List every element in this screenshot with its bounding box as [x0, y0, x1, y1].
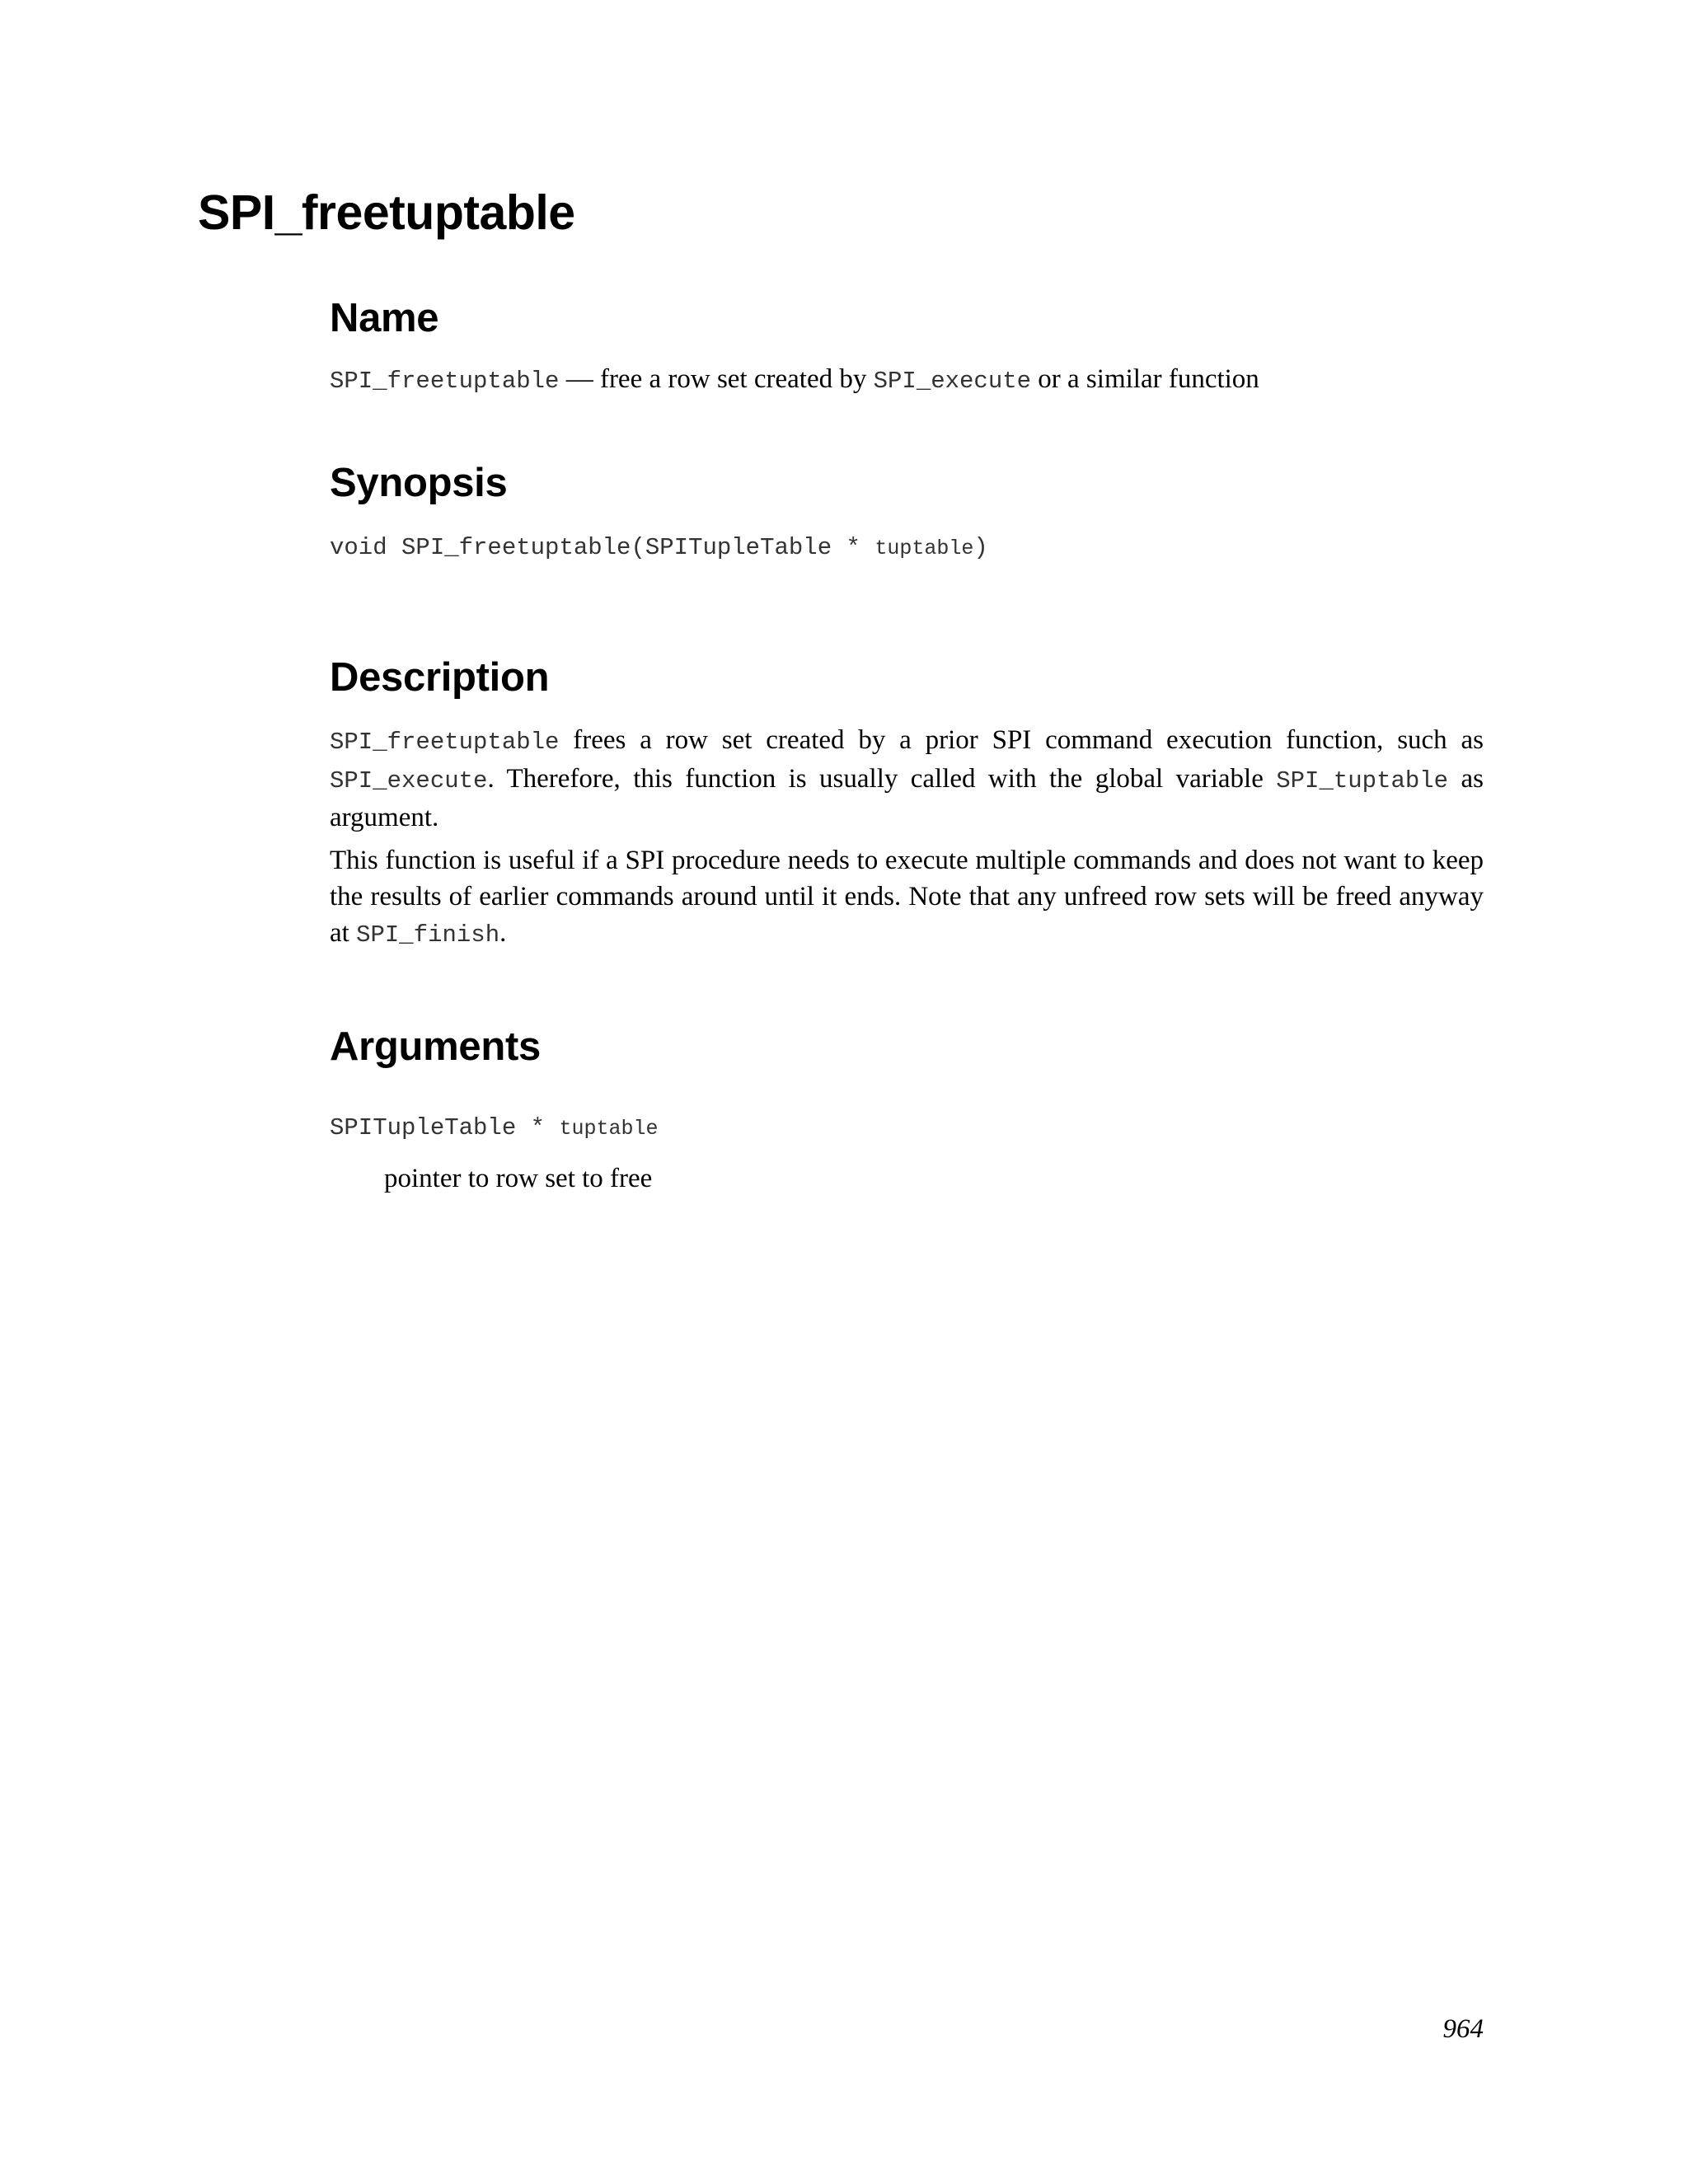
page-title: SPI_freetuptable	[198, 185, 575, 240]
argument-description: pointer to row set to free	[384, 1164, 653, 1193]
argument-term	[330, 1114, 658, 1141]
description-paragraph-2	[330, 842, 1484, 954]
name-dash-text: — free a row set created by	[559, 364, 874, 394]
desc-code-freetuptable: SPI_freetuptable	[330, 729, 560, 756]
synopsis-code	[330, 534, 988, 561]
description-paragraph-1	[330, 722, 1484, 836]
argument-param: tuptable	[559, 1117, 659, 1141]
name-tail-text: or a similar function	[1031, 364, 1259, 394]
synopsis-param: tuptable	[874, 537, 974, 560]
desc-p2-text-1: This function is useful if a SPI procedure needs to execute multiple commands and does not want to keep the results of earlier commands around until it ends. Note that any unfreed row sets will be freed anyway at	[330, 846, 1484, 948]
name-line	[330, 361, 1259, 400]
argument-type: SPITupleTable *	[330, 1114, 560, 1141]
name-function: SPI_freetuptable	[330, 368, 560, 395]
synopsis-signature: void SPI_freetuptable(SPITupleTable *	[330, 534, 875, 561]
page-number: 964	[1442, 2014, 1484, 2044]
arguments-heading: Arguments	[330, 1024, 541, 1069]
name-ref-function: SPI_execute	[873, 368, 1032, 395]
description-heading: Description	[330, 655, 550, 700]
desc-code-finish: SPI_finish	[356, 921, 500, 949]
description-section	[330, 653, 1484, 949]
desc-text-3: as argument.	[330, 764, 1484, 832]
synopsis-close: )	[973, 534, 988, 561]
synopsis-section	[330, 458, 1484, 561]
desc-code-tuptable: SPI_tuptable	[1276, 767, 1449, 794]
arguments-section	[330, 1022, 1484, 1193]
name-section	[330, 293, 1484, 395]
name-heading: Name	[330, 296, 439, 340]
desc-code-execute: SPI_execute	[330, 767, 488, 794]
desc-p2-text-2: .	[499, 918, 507, 948]
desc-text-2: . Therefore, this function is usually called with the global variable	[487, 764, 1277, 794]
desc-text-1: frees a row set created by a prior SPI command execution function, such as	[559, 725, 1484, 755]
synopsis-heading: Synopsis	[330, 461, 508, 505]
